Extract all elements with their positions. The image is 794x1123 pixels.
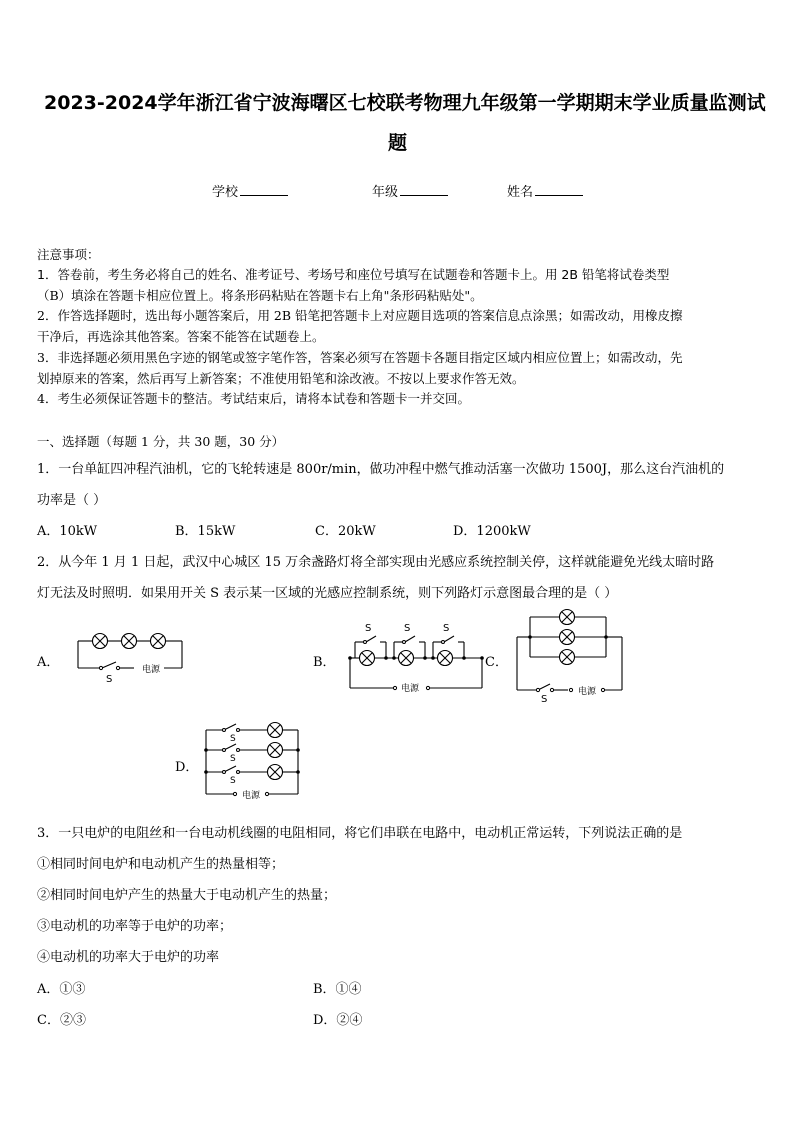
lamp-icon	[560, 650, 575, 665]
terminal-icon	[442, 641, 445, 644]
terminal-icon	[223, 749, 226, 752]
q3-option-b: B．①④	[313, 982, 362, 997]
q2-option-a-label: A．	[37, 655, 60, 670]
circuit-diagram-b	[340, 618, 490, 698]
terminal-icon	[223, 771, 226, 774]
q2-option-c-label: C．	[485, 655, 508, 670]
terminal-icon	[393, 686, 396, 689]
junction-icon	[296, 770, 300, 774]
switch-label: S	[443, 623, 450, 634]
name-label: 姓名	[507, 185, 534, 200]
q2-option-b-label: B．	[313, 655, 336, 670]
q3-statement: ②相同时间电炉产生的热量大于电动机产生的热量；	[37, 888, 337, 903]
terminal-icon	[426, 686, 429, 689]
name-field	[507, 181, 583, 200]
section-heading: 一、选择题（每题 1 分，共 30 题，30 分）	[37, 434, 285, 449]
q2-option-d-label: D．	[175, 760, 199, 775]
lamp-icon	[268, 723, 283, 738]
terminal-icon	[403, 641, 406, 644]
switch-label: S	[230, 734, 236, 744]
switch-label: S	[106, 674, 113, 685]
q3-option-a: A．①③	[37, 982, 86, 997]
grade-blank	[400, 183, 448, 196]
junction-icon	[204, 770, 208, 774]
junction-icon	[384, 656, 388, 660]
terminal-icon	[237, 771, 240, 774]
switch-label: S	[365, 623, 372, 634]
school-label: 学校	[212, 185, 239, 200]
q3-stem: 3．一只电炉的电阻丝和一台电动机线圈的电阻相同，将它们串联在电路中，电动机正常运转，下列说法正确的是	[37, 826, 683, 841]
grade-field	[372, 181, 448, 200]
terminal-icon	[364, 641, 367, 644]
school-field	[212, 181, 288, 200]
terminal-icon	[265, 792, 268, 795]
q1-option-c: C．20kW	[315, 524, 376, 539]
terminal-icon	[233, 792, 236, 795]
page-title-line2: 题	[388, 132, 408, 154]
notice-line: 划掉原来的答案，然后再写上新答案；不准使用铅笔和涂改液。不按以上要求作答无效。	[37, 371, 525, 386]
junction-icon	[423, 656, 427, 660]
q3-statement: ③电动机的功率等于电炉的功率；	[37, 919, 233, 934]
lamp-icon	[399, 651, 414, 666]
grade-label: 年级	[372, 185, 399, 200]
q3-option-d: D．②④	[313, 1013, 363, 1028]
q1-option-b: B．15kW	[175, 524, 236, 539]
q1-stem-line1: 1．一台单缸四冲程汽油机，它的飞轮转速是 800r/min，做功冲程中燃气推动活塞一次做功 1500J，那么这台汽油机的	[37, 462, 725, 477]
notice-line: 1．答卷前，考生务必将自己的姓名、准考证号、考场号和座位号填写在试题卷和答题卡上。用 2B 铅笔将试卷类型	[37, 267, 670, 282]
terminal-icon	[550, 688, 553, 691]
q3-statement: ④电动机的功率大于电炉的功率	[37, 950, 220, 965]
terminal-icon	[601, 688, 604, 691]
notice-line: 干净后，再选涂其他答案。答案不能答在试题卷上。	[37, 329, 325, 344]
notice-line: 3．非选择题必须用黑色字迹的钢笔或签字笔作答，答案必须写在答题卡各题目指定区域内相应位置上；如需改动，先	[37, 350, 683, 365]
page-title-line1: 2023-2024学年浙江省宁波海曙区七校联考物理九年级第一学期期末学业质量监测试	[44, 92, 766, 114]
lamp-icon	[151, 634, 166, 649]
lamp-icon	[560, 630, 575, 645]
junction-icon	[204, 748, 208, 752]
circuit-diagram-a	[70, 626, 190, 688]
q1-option-a: A．10kW	[37, 524, 98, 539]
lamp-icon	[560, 610, 575, 625]
q1-stem-line2: 功率是（ ）	[37, 493, 107, 508]
power-label: 电源	[401, 684, 420, 694]
switch-label: S	[230, 754, 236, 764]
school-blank	[240, 183, 288, 196]
lamp-icon	[122, 634, 137, 649]
notice-heading: 注意事项：	[37, 247, 100, 262]
junction-icon	[604, 635, 608, 639]
switch-label: S	[541, 694, 548, 703]
junction-icon	[528, 635, 532, 639]
lamp-icon	[93, 634, 108, 649]
switch-label: S	[230, 776, 236, 786]
lamp-icon	[360, 651, 375, 666]
lamp-icon	[438, 651, 453, 666]
notice-line: （B）填涂在答题卡相应位置上。将条形码粘贴在答题卡右上角"条形码粘贴处"。	[37, 288, 483, 303]
junction-icon	[348, 656, 352, 660]
lamp-icon	[268, 743, 283, 758]
switch-label: S	[404, 623, 411, 634]
junction-icon	[296, 748, 300, 752]
circuit-diagram-c	[510, 603, 630, 703]
notice-line: 2．作答选择题时，选出每小题答案后，用 2B 铅笔把答题卡上对应题目选项的答案信息点涂黑；如需改动，用橡皮擦	[37, 308, 683, 323]
name-blank	[535, 183, 583, 196]
terminal-icon	[116, 666, 119, 669]
junction-icon	[480, 656, 484, 660]
terminal-icon	[237, 729, 240, 732]
power-label: 电源	[242, 791, 261, 801]
circuit-diagram-d	[198, 718, 308, 804]
q3-statement: ①相同时间电炉和电动机产生的热量相等；	[37, 857, 285, 872]
q1-option-d: D．1200kW	[453, 524, 531, 539]
terminal-icon	[536, 688, 539, 691]
junction-icon	[392, 656, 396, 660]
junction-icon	[462, 656, 466, 660]
junction-icon	[431, 656, 435, 660]
power-label: 电源	[578, 687, 597, 697]
lamp-icon	[268, 765, 283, 780]
power-label: 电源	[142, 665, 161, 675]
q3-option-c: C．②③	[37, 1013, 86, 1028]
notice-line: 4．考生必须保证答题卡的整洁。考试结束后，请将本试卷和答题卡一并交回。	[37, 391, 470, 406]
terminal-icon	[99, 666, 102, 669]
terminal-icon	[569, 688, 572, 691]
q2-stem-line2: 灯无法及时照明．如果用开关 S 表示某一区域的光感应控制系统，则下列路灯示意图最合理的是（ ）	[37, 586, 618, 601]
terminal-icon	[237, 749, 240, 752]
q2-stem-line1: 2．从今年 1 月 1 日起，武汉中心城区 15 万余盏路灯将全部实现由光感应系统控制关停，这样就能避免光线太暗时路	[37, 555, 715, 570]
terminal-icon	[223, 729, 226, 732]
